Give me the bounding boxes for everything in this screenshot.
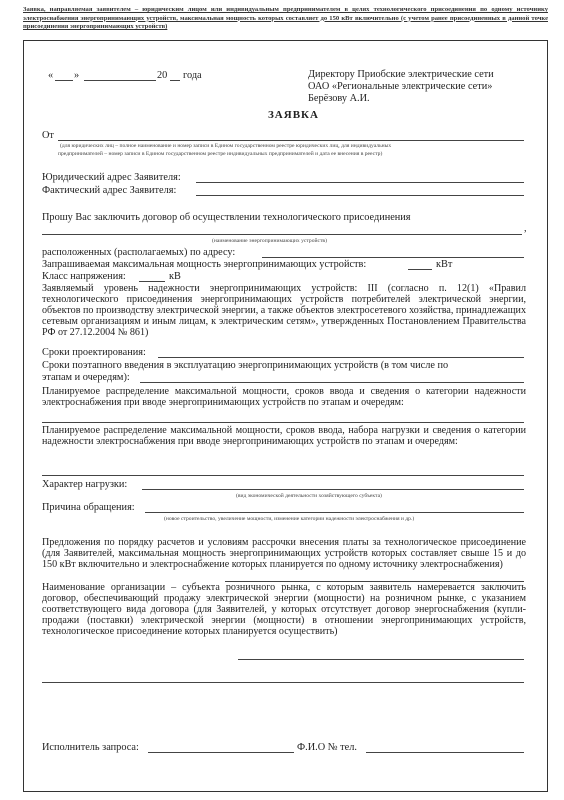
legal-address-label: Юридический адрес Заявителя: [42,172,181,183]
max-power-label: Запрашиваемая максимальная мощность энергопринимающих устройств: [42,259,367,270]
retail-field[interactable] [238,659,524,660]
retail-field-2[interactable] [42,682,524,683]
fio-label: Ф.И.О № тел. [297,742,357,753]
from-note-2: предпринимателей – номер записи в Едином государственном реестре индивидуальных предпринимателей и дата ее внесения в реестр) [58,151,383,157]
proposals-paragraph: Предложения по порядку расчетов и условиям рассрочки внесения платы за технологическое присоединение (для Заявителей, максимальная мощность энергопринимающих устройств которых составляет свыше 15 и до 150 кВт включительно и электроснабжение которых планируется по одному источнику электроснабжения) [42,537,526,571]
date-month-field[interactable] [84,80,156,81]
request-comma: , [524,223,527,234]
voltage-unit: кВ [169,271,181,282]
from-field[interactable] [58,140,524,141]
executor-label: Исполнитель запроса: [42,742,139,753]
max-power-unit: кВт [436,259,453,270]
form-title: ЗАЯВКА [268,109,319,121]
voltage-field[interactable] [139,281,165,282]
stages-line-1: Сроки поэтапного введения в эксплуатацию энергопринимающих устройств (в том числе по [42,360,449,371]
addressee-line-1: Директору Приобские электрические сети [308,69,494,80]
date-close-quote: » [74,70,80,81]
phone-field[interactable] [366,752,524,753]
request-text: Прошу Вас заключить договор об осуществлении технологического присоединения [42,212,411,223]
date-year-prefix: 20 [157,70,168,81]
legal-address-field[interactable] [196,182,524,183]
planned-distribution-1: Планируемое распределение максимальной мощности, сроков ввода и сведения о категории надежности электроснабжения при вводе энергопринимающих устройств по этапам и очередям: [42,386,526,409]
from-note-1: (для юридических лиц – полное наименование и номер записи в Едином государственном реестре юридических лиц, для индивидуальных [60,143,392,149]
date-year-field[interactable] [170,80,180,81]
device-name-field[interactable] [42,234,522,235]
reason-note: (новое строительство, увеличение мощности, изменение категории надежности электроснабжения и др.) [164,516,415,522]
reason-label: Причина обращения: [42,502,135,513]
date-open-quote: « [48,70,54,81]
load-note: (вид экономической деятельности хозяйствующего субъекта) [236,493,382,499]
date-day-field[interactable] [55,80,73,81]
stages-field[interactable] [140,382,524,383]
actual-address-field[interactable] [196,195,524,196]
planned-distribution-2-field[interactable] [42,475,524,476]
load-field[interactable] [142,489,524,490]
device-name-note: (наименование энергопринимающих устройств) [212,238,327,244]
header-note: Заявка, направляемая заявителем – юридическим лицом или индивидуальным предпринимателем в целях технологического присоединения по одному источнику электроснабжения энергопринимающих устройств, максимальная мощность которых составляет до 150 кВт включительно (с учетом ранее присоединенных в данной точке присоединения энергопринимающих устройств) [23,6,548,31]
addressee-line-3: Берёзову А.И. [308,93,370,104]
location-field[interactable] [262,257,524,258]
max-power-field[interactable] [408,269,432,270]
actual-address-label: Фактический адрес Заявителя: [42,185,177,196]
retail-paragraph: Наименование организации – субъекта розничного рынка, с которым заявитель намеревается заключить договор, обеспечивающий продажу электрической энергии (мощности) на розничном рынке, с указанием соответствующего вида договора (для Заявителей, у которых отсутствует договор энергоснабжения (купли-продажи (поставки) электрической энергии (мощности) в отношении энергопринимающих устройств, технологическое присоединение которых планируется осуществить) [42,582,526,638]
design-terms-label: Сроки проектирования: [42,347,146,358]
date-year-suffix: года [183,70,202,81]
reason-field[interactable] [145,512,524,513]
executor-field[interactable] [148,752,294,753]
reliability-paragraph: Заявляемый уровень надежности энергопринимающих устройств: III (согласно п. 12(1) «Правил технологического присоединения энергопринимающих устройств потребителей электрической энергии, объектов по производству электрической энергии, а также объектов электросетевого хозяйства, принадлежащих сетевым организациям и иным лицам, к электрическим сетям», утвержденных Постановлением Правительства РФ от 27.12.2004 № 861) [42,283,526,339]
voltage-label: Класс напряжения: [42,271,126,282]
from-label: От [42,130,54,141]
located-label: расположенных (располагаемых) по адресу: [42,247,236,258]
planned-distribution-1-field[interactable] [42,422,524,423]
stages-line-2: этапам и очередям): [42,372,130,383]
planned-distribution-2: Планируемое распределение максимальной мощности, сроков ввода, набора нагрузки и сведения о категории надежности электроснабжения при вводе энергопринимающих устройств по этапам и очередям: [42,425,526,448]
design-terms-field[interactable] [158,357,524,358]
load-label: Характер нагрузки: [42,479,128,490]
addressee-line-2: ОАО «Региональные электрические сети» [308,81,493,92]
